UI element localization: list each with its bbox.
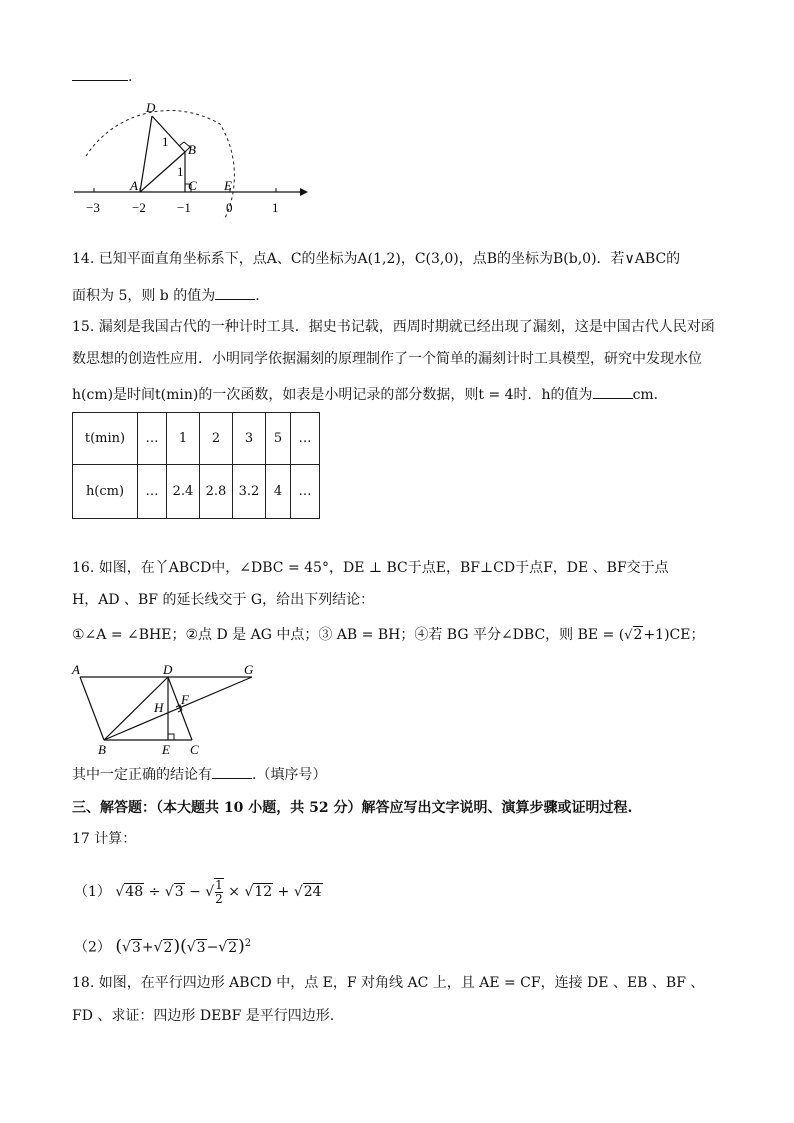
q15-data-table xyxy=(72,412,320,519)
table-cell: 3 xyxy=(233,413,266,465)
segment-AD xyxy=(140,116,152,192)
q14-line2: 面积为 5，则 b 的值为 . xyxy=(72,285,260,306)
q16-line1: 16. 如图，在丫ABCD中，∠DBC = 45°，DE ⊥ BC于点E，BF⊥CD于点F，DE 、BF交于点 xyxy=(72,560,669,576)
label-H: H xyxy=(154,700,164,715)
label-F: F xyxy=(181,692,189,707)
table-row xyxy=(73,413,320,465)
section-3-heading: 三、解答题：（本大题共 10 小题，共 52 分）解答应写出文字说明、演算步骤或证明过程. xyxy=(72,800,633,816)
q17-title: 17 计算： xyxy=(72,831,137,847)
q16-figure xyxy=(66,660,266,756)
table-row xyxy=(73,465,320,519)
q16-line3: ①∠A = ∠BHE；②点 D 是 AG 中点；③ AB = BH；④若 BG 平分∠DBC，则 BE = (√2+1)CE； xyxy=(72,627,705,643)
tick-label: 1 xyxy=(272,200,279,215)
table-cell: h(cm) xyxy=(73,465,138,519)
label-D: D xyxy=(163,662,173,677)
table-cell: 1 xyxy=(167,413,200,465)
table-cell: … xyxy=(291,413,320,465)
q18-line2: FD 、求证：四边形 DEBF 是平行四边形. xyxy=(72,1008,335,1024)
label-C: C xyxy=(190,742,199,756)
q16-line2: H，AD 、BF 的延长线交于 G，给出下列结论： xyxy=(72,592,375,608)
table-cell: t(min) xyxy=(73,413,138,465)
q14-line1: 14. 已知平面直角坐标系下，点A、C的坐标为A(1,2)，C(3,0)，点B的坐标为B(b,0)．若∨ABC的 xyxy=(72,251,681,267)
label-A: A xyxy=(130,178,138,193)
q16-blank xyxy=(212,764,252,779)
arrow-head-icon xyxy=(300,188,308,196)
table-cell: 2.8 xyxy=(200,465,233,519)
table-cell: … xyxy=(291,465,320,519)
label-B: B xyxy=(98,742,106,756)
label-E: E xyxy=(224,178,232,193)
q13-figure xyxy=(60,96,320,220)
label-A: A xyxy=(72,662,80,677)
q15-line1: 15. 漏刻是我国古代的一种计时工具．据史书记载，西周时期就已经出现了漏刻，这是中国古代人民对函 xyxy=(72,319,715,335)
q13-blank xyxy=(72,66,128,81)
table-cell: 4 xyxy=(266,465,291,519)
q13-answer-line: . xyxy=(72,66,132,85)
table-cell: … xyxy=(138,413,167,465)
label-length-BC: 1 xyxy=(177,164,184,179)
segment-DC xyxy=(168,677,192,740)
table-cell: 3.2 xyxy=(233,465,266,519)
label-G: G xyxy=(244,662,254,677)
label-B: B xyxy=(188,142,196,157)
label-E: E xyxy=(162,742,170,756)
dashed-arc xyxy=(86,111,234,220)
tick-label: −3 xyxy=(86,200,100,215)
q17-part2: （2） $(√3+√2)(√3-√2)^2$ xyxy=(74,936,252,957)
q15-blank xyxy=(593,384,633,399)
table-cell: 5 xyxy=(266,413,291,465)
q15-line2: 数思想的创造性应用．小明同学依据漏刻的原理制作了一个简单的漏刻计时工具模型，研究中发现水位 xyxy=(72,351,702,367)
tick-label: 0 xyxy=(226,200,233,215)
label-D: D xyxy=(146,100,156,115)
q17-part1: （1） √48 ÷ √3 − √ $\frac{1}{2}$ × √12 + √24 xyxy=(74,878,322,906)
tick-label: −2 xyxy=(132,200,146,215)
label-C: C xyxy=(188,178,197,193)
q16-answer-line: 其中一定正确的结论有 .（填序号） xyxy=(72,764,326,785)
q14-blank xyxy=(215,285,255,300)
table-cell: 2.4 xyxy=(167,465,200,519)
segment-DB xyxy=(152,116,185,152)
label-length-DB: 1 xyxy=(162,134,169,149)
segment-AB xyxy=(80,677,104,740)
q15-line3: h(cm)是时间t(min)的一次函数，如表是小明记录的部分数据，则t = 4时．h的值为 cm． xyxy=(72,384,668,405)
segment-BG xyxy=(104,677,252,740)
tick-label: −1 xyxy=(177,200,191,215)
q18-line1: 18. 如图，在平行四边形 ABCD 中，点 E，F 对角线 AC 上，且 AE = CF，连接 DE 、EB 、BF 、 xyxy=(72,975,705,991)
table-cell: … xyxy=(138,465,167,519)
table-cell: 2 xyxy=(200,413,233,465)
